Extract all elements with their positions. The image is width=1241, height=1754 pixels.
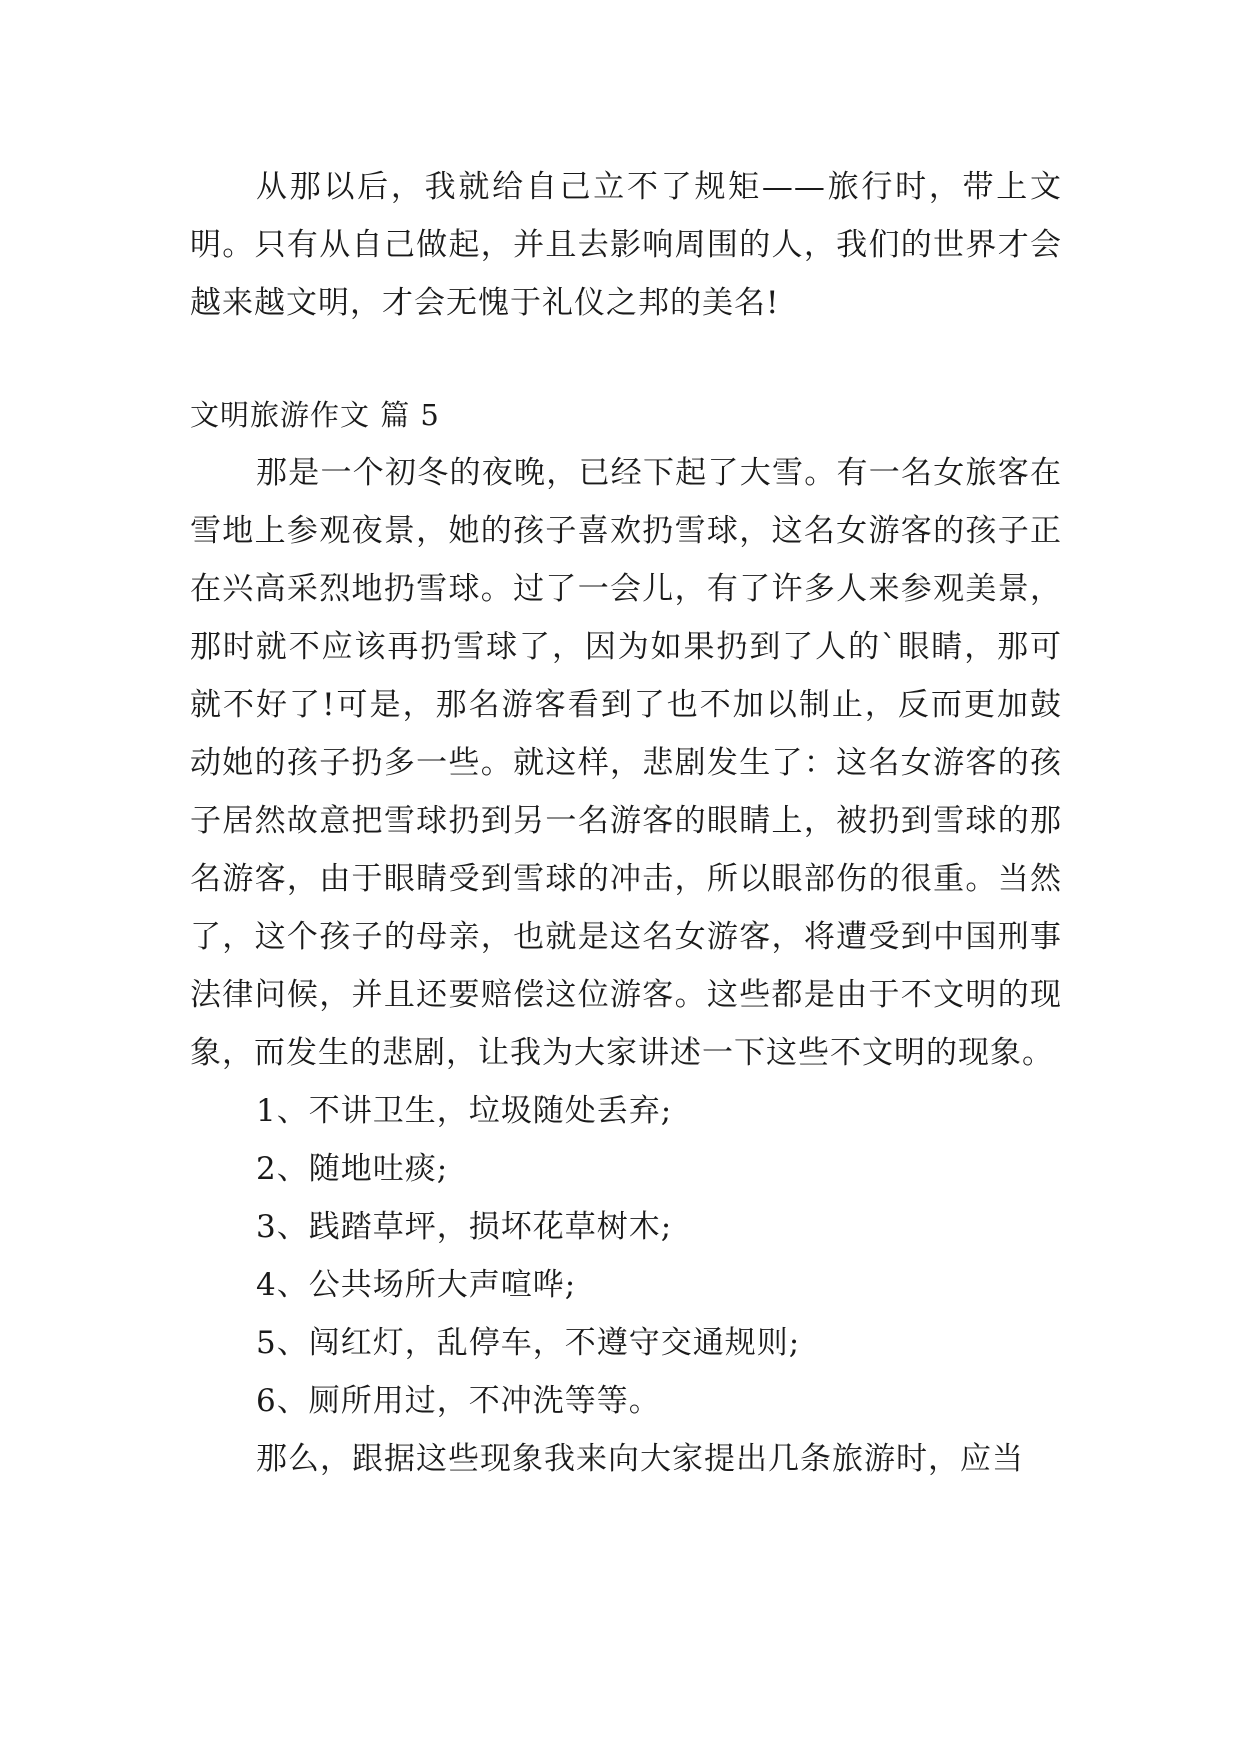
list-item: 3、践踏草坪，损坏花草树木;	[256, 1209, 673, 1245]
list-item: 2、随地吐痰;	[256, 1151, 449, 1187]
uncivilized-behaviors-list	[190, 1082, 1062, 1430]
list-item: 4、公共场所大声喧哗;	[256, 1267, 577, 1303]
paragraph-conclusion: 从那以后，我就给自己立不了规矩——旅行时，带上文明。只有从自己做起，并且去影响周围的人，我们的世界才会越来越文明，才会无愧于礼仪之邦的美名!	[190, 169, 1062, 321]
list-item: 5、闯红灯，乱停车，不遵守交通规则;	[256, 1325, 801, 1361]
document-page	[190, 158, 1062, 1488]
list-item: 6、厕所用过，不冲洗等等。	[256, 1383, 661, 1419]
paragraph-suggestions: 那么，跟据这些现象我来向大家提出几条旅游时，应当	[256, 1441, 1024, 1477]
list-item: 1、不讲卫生，垃圾随处丢弃;	[256, 1093, 673, 1129]
paragraph-story: 那是一个初冬的夜晚，已经下起了大雪。有一名女旅客在雪地上参观夜景，她的孩子喜欢扔雪球，这名女游客的孩子正在兴高采烈地扔雪球。过了一会儿，有了许多人来参观美景，那时就不应该再扔雪球了，因为如果扔到了人的`眼睛，那可就不好了!可是，那名游客看到了也不加以制止，反而更加鼓动她的孩子扔多一些。就这样，悲剧发生了：这名女游客的孩子居然故意把雪球扔到另一名游客的眼睛上，被扔到雪球的那名游客，由于眼睛受到雪球的冲击，所以眼部伤的很重。当然了，这个孩子的母亲，也就是这名女游客，将遭受到中国刑事法律问候，并且还要赔偿这位游客。这些都是由于不文明的现象，而发生的悲剧，让我为大家讲述一下这些不文明的现象。	[190, 455, 1062, 1071]
section-title: 文明旅游作文 篇 5	[190, 398, 440, 432]
